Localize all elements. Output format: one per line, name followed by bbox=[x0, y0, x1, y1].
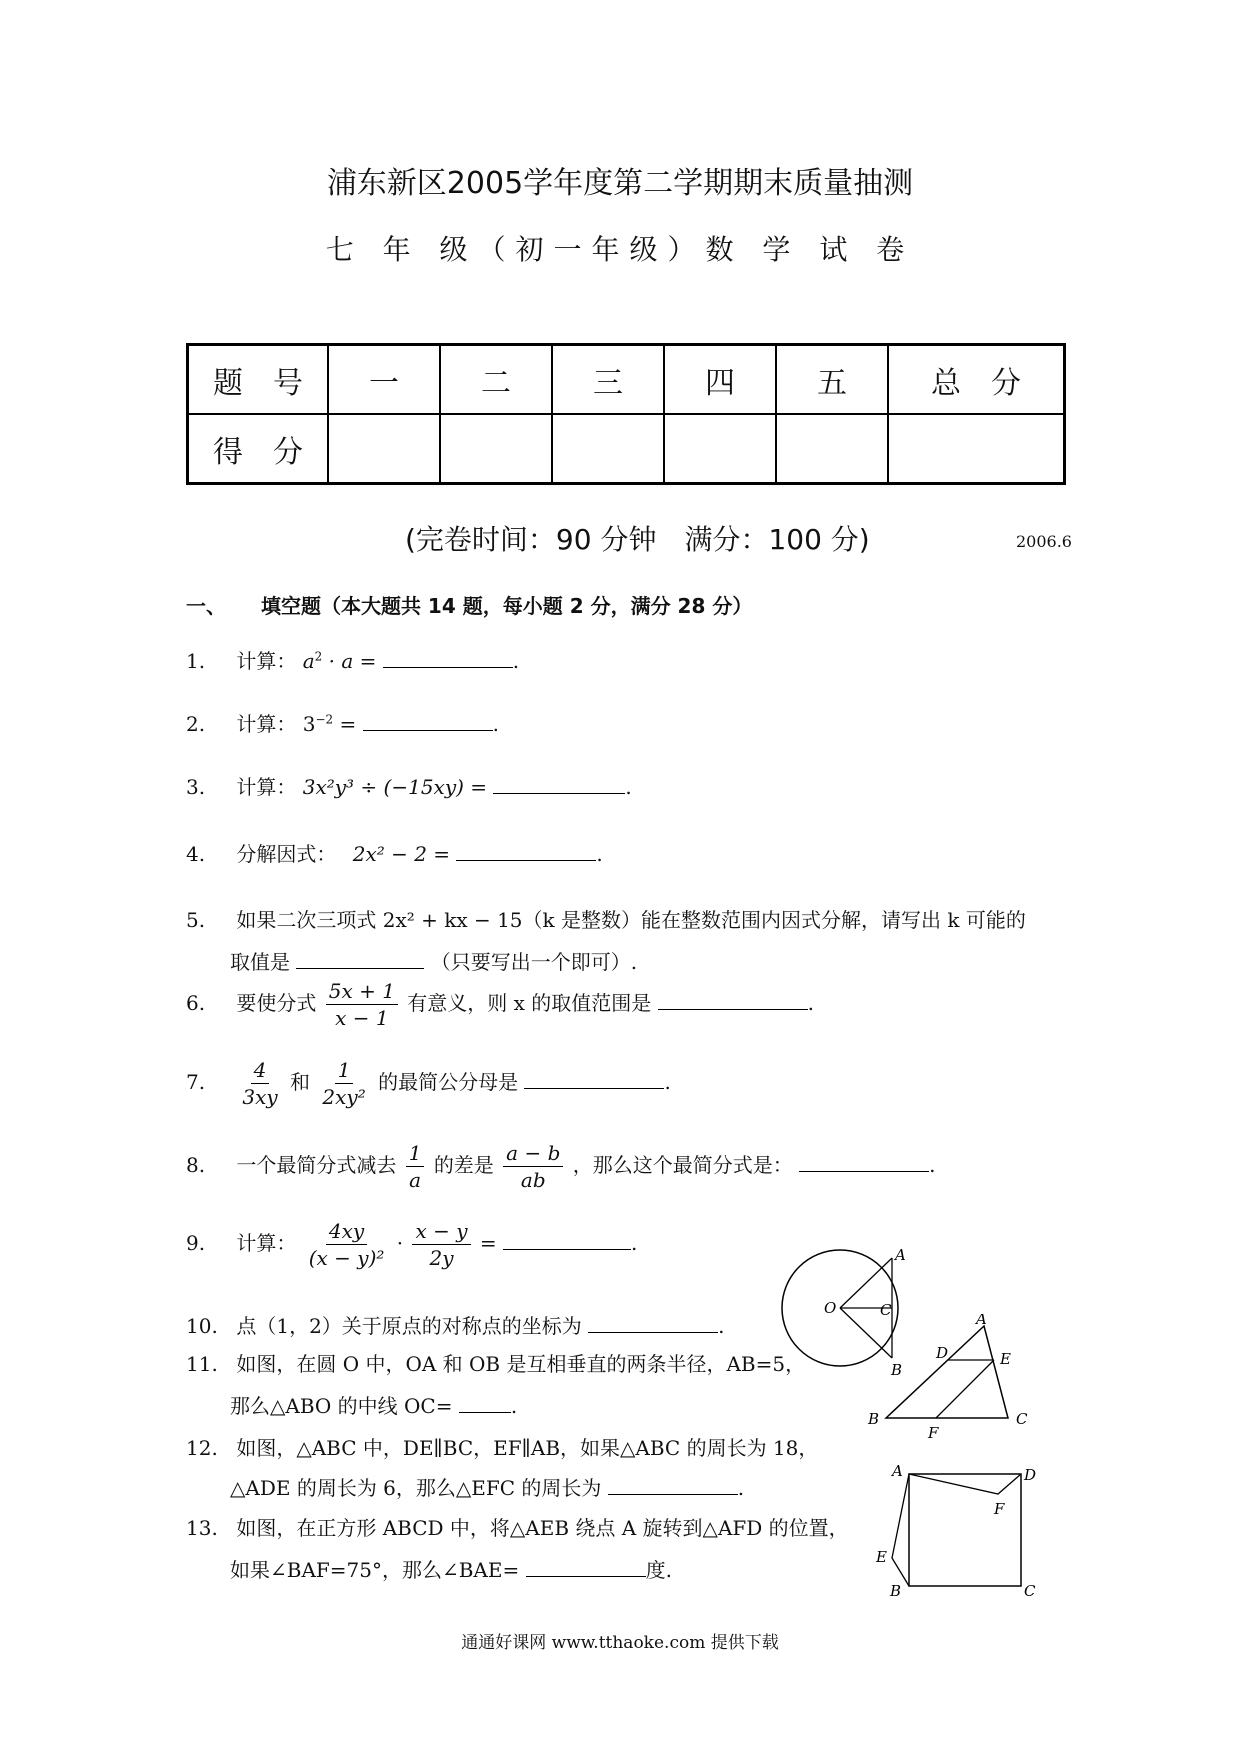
label-b: B bbox=[890, 1582, 902, 1600]
fraction-numerator: a − b bbox=[503, 1140, 563, 1167]
question-text: 一个最简分式减去 bbox=[236, 1153, 397, 1177]
question-text: △ADE 的周长为 6，那么△EFC 的周长为 bbox=[230, 1476, 602, 1500]
question-11-line2 bbox=[230, 1390, 517, 1419]
question-text: 和 bbox=[290, 1070, 311, 1094]
score-table-header-row bbox=[188, 345, 1065, 415]
score-input-cell bbox=[664, 414, 776, 484]
question-11 bbox=[186, 1348, 805, 1377]
question-3 bbox=[186, 771, 632, 800]
math-exponent: 2 bbox=[314, 649, 323, 664]
exam-title: 浦东新区2005学年度第二学期期末质量抽测 bbox=[326, 166, 914, 201]
question-text: 如图，在正方形 ABCD 中，将△AEB 绕点 A 旋转到△AFD 的位置， bbox=[236, 1516, 849, 1540]
math-expr: 2x² − 2 = bbox=[352, 842, 451, 866]
question-text: （只要写出一个即可）. bbox=[430, 950, 638, 974]
question-text: 的最简公分母是 bbox=[378, 1070, 519, 1094]
question-prompt: 计算： bbox=[236, 649, 297, 673]
answer-blank[interactable] bbox=[799, 1149, 929, 1172]
score-input-cell bbox=[440, 414, 552, 484]
question-number: 10. bbox=[186, 1314, 218, 1338]
fraction-numerator: 1 bbox=[406, 1140, 425, 1167]
label-b: B bbox=[868, 1410, 880, 1428]
label-e: E bbox=[1000, 1350, 1011, 1368]
question-text: 如果二次三项式 2x² + kx − 15（k 是整数）能在整数范围内因式分解，请写出 k 可能的 bbox=[236, 908, 1026, 932]
question-end: . bbox=[929, 1153, 936, 1177]
score-input-cell bbox=[328, 414, 440, 484]
fraction bbox=[326, 978, 398, 1031]
answer-blank[interactable] bbox=[296, 946, 424, 969]
label-c: C bbox=[1016, 1410, 1028, 1428]
question-end: . bbox=[596, 842, 603, 866]
label-d: D bbox=[936, 1344, 949, 1362]
score-cell: 四 bbox=[664, 345, 776, 415]
question-prompt: 计算： bbox=[236, 775, 297, 799]
question-end: . bbox=[625, 775, 632, 799]
fraction bbox=[406, 1140, 425, 1193]
score-cell: 总 分 bbox=[888, 345, 1065, 415]
footer-note: 通通好课网 www.tthaoke.com 提供下载 bbox=[461, 1633, 779, 1653]
fraction-denominator: x − 1 bbox=[335, 1006, 389, 1030]
answer-blank[interactable] bbox=[363, 708, 493, 731]
math-expr: a bbox=[302, 649, 315, 673]
question-6 bbox=[186, 978, 814, 1031]
question-10 bbox=[186, 1310, 725, 1339]
math-exponent: −2 bbox=[315, 712, 334, 727]
question-number: 4. bbox=[186, 842, 206, 866]
question-12 bbox=[186, 1432, 818, 1461]
question-end: . bbox=[510, 1394, 518, 1418]
question-text: 点（1，2）关于原点的对称点的坐标为 bbox=[236, 1314, 582, 1338]
fraction bbox=[306, 1218, 388, 1271]
question-12-line2 bbox=[230, 1472, 744, 1501]
answer-blank[interactable] bbox=[493, 771, 625, 794]
question-7 bbox=[186, 1057, 671, 1110]
answer-blank[interactable] bbox=[503, 1227, 631, 1250]
math-operator: = bbox=[479, 1231, 497, 1255]
triangle-afd bbox=[909, 1474, 1021, 1494]
question-text: 如图，△ABC 中，DE∥BC，EF∥AB，如果△ABC 的周长为 18， bbox=[236, 1436, 819, 1460]
score-cell: 二 bbox=[440, 345, 552, 415]
answer-blank[interactable] bbox=[459, 1390, 511, 1413]
answer-blank[interactable] bbox=[526, 1554, 646, 1577]
question-end: . bbox=[664, 1070, 671, 1094]
question-text: 取值是 bbox=[230, 950, 290, 974]
label-o: O bbox=[824, 1299, 837, 1317]
answer-blank[interactable] bbox=[456, 838, 596, 861]
answer-blank[interactable] bbox=[524, 1066, 664, 1089]
question-number: 12. bbox=[186, 1436, 218, 1460]
fraction-denominator: 3xy bbox=[242, 1085, 278, 1109]
question-text: 如果∠BAF=75°，那么∠BAE= bbox=[230, 1558, 520, 1582]
math-expr: · a = bbox=[322, 649, 377, 673]
section-title: 填空题（本大题共 14 题，每小题 2 分，满分 28 分） bbox=[260, 594, 753, 618]
fraction-numerator: x − y bbox=[412, 1218, 470, 1245]
label-c: C bbox=[880, 1301, 892, 1319]
question-end: . bbox=[737, 1476, 745, 1500]
question-number: 7. bbox=[186, 1070, 206, 1094]
question-prompt: 计算： bbox=[236, 1231, 297, 1255]
question-prompt: 分解因式： bbox=[236, 842, 337, 866]
label-a: A bbox=[976, 1314, 987, 1328]
question-end: . bbox=[631, 1231, 638, 1255]
fraction bbox=[319, 1057, 368, 1110]
question-text: 有意义，则 x 的取值范围是 bbox=[407, 991, 652, 1015]
answer-blank[interactable] bbox=[383, 645, 513, 668]
score-input-cell bbox=[552, 414, 664, 484]
fraction-numerator: 1 bbox=[335, 1057, 354, 1084]
question-number: 8. bbox=[186, 1153, 206, 1177]
question-end: . bbox=[718, 1314, 725, 1338]
question-9 bbox=[186, 1218, 637, 1271]
question-number: 11. bbox=[186, 1352, 218, 1376]
score-cell: 五 bbox=[776, 345, 888, 415]
fraction bbox=[412, 1218, 470, 1271]
answer-blank[interactable] bbox=[588, 1310, 718, 1333]
question-13-line2 bbox=[230, 1554, 672, 1583]
question-5 bbox=[186, 904, 1026, 933]
square-figure bbox=[864, 1460, 1039, 1600]
question-text: 如图，在圆 O 中，OA 和 OB 是互相垂直的两条半径，AB=5， bbox=[236, 1352, 806, 1376]
score-cell: 一 bbox=[328, 345, 440, 415]
fraction-denominator: 2y bbox=[429, 1246, 454, 1270]
question-number: 13. bbox=[186, 1516, 218, 1540]
question-end: 度. bbox=[645, 1558, 672, 1582]
triangle-figure bbox=[862, 1314, 1037, 1446]
fraction-denominator: (x − y)² bbox=[308, 1246, 385, 1270]
label-b: B bbox=[891, 1361, 903, 1378]
triangle-abc bbox=[886, 1326, 1008, 1418]
question-end: . bbox=[512, 649, 520, 673]
question-text: 的差是 bbox=[433, 1153, 494, 1177]
question-13 bbox=[186, 1512, 849, 1541]
question-text: ，那么这个最简分式是： bbox=[572, 1153, 793, 1177]
question-number: 9. bbox=[186, 1231, 206, 1255]
question-text: 那么△ABO 的中线 OC= bbox=[230, 1394, 453, 1418]
segment-ef bbox=[936, 1360, 994, 1418]
score-cell: 题 号 bbox=[188, 345, 329, 415]
fraction-numerator: 4 bbox=[251, 1057, 270, 1084]
fraction-numerator: 4xy bbox=[326, 1218, 367, 1245]
question-number: 5. bbox=[186, 908, 206, 932]
question-1 bbox=[186, 645, 519, 674]
question-end: . bbox=[807, 991, 814, 1015]
score-table bbox=[186, 343, 1066, 485]
question-4 bbox=[186, 838, 603, 867]
math-operator: · bbox=[396, 1231, 404, 1255]
triangle-aeb bbox=[892, 1474, 909, 1586]
question-prompt: 要使分式 bbox=[236, 991, 317, 1015]
label-f: F bbox=[928, 1424, 939, 1442]
question-number: 6. bbox=[186, 991, 206, 1015]
fraction-numerator: 5x + 1 bbox=[326, 978, 398, 1005]
fraction-denominator: ab bbox=[520, 1168, 546, 1192]
fraction-denominator: a bbox=[409, 1168, 422, 1192]
score-table-score-row bbox=[188, 414, 1065, 484]
label-f: F bbox=[994, 1500, 1005, 1518]
label-a: A bbox=[895, 1248, 906, 1264]
question-2 bbox=[186, 708, 499, 737]
question-prompt: 计算： bbox=[236, 712, 297, 736]
score-input-cell bbox=[776, 414, 888, 484]
question-8 bbox=[186, 1140, 935, 1193]
math-expr: 3x²y³ ÷ (−15xy) = bbox=[302, 775, 488, 799]
question-number: 2. bbox=[186, 712, 206, 736]
label-c: C bbox=[1024, 1582, 1036, 1600]
fraction-denominator: 2xy² bbox=[322, 1085, 366, 1109]
answer-blank[interactable] bbox=[608, 1472, 738, 1495]
math-expr: = bbox=[333, 712, 357, 736]
exam-subtitle: 七 年 级（初一年级）数 学 试 卷 bbox=[325, 233, 915, 266]
question-number: 3. bbox=[186, 775, 206, 799]
square-abcd bbox=[909, 1474, 1021, 1586]
answer-blank[interactable] bbox=[658, 987, 808, 1010]
label-e: E bbox=[876, 1548, 887, 1566]
label-a: A bbox=[892, 1462, 903, 1480]
question-number: 1. bbox=[186, 649, 206, 673]
label-d: D bbox=[1024, 1466, 1037, 1484]
exam-date: 2006.6 bbox=[1016, 532, 1072, 551]
score-cell: 三 bbox=[552, 345, 664, 415]
fraction bbox=[239, 1057, 280, 1110]
math-expr: 3 bbox=[302, 712, 316, 736]
section-number: 一、 bbox=[186, 594, 226, 618]
score-input-cell bbox=[888, 414, 1065, 484]
section-heading bbox=[186, 590, 752, 619]
exam-info: (完卷时间：90 分钟 满分：100 分) bbox=[405, 523, 870, 556]
question-5-line2 bbox=[230, 946, 637, 975]
score-cell: 得 分 bbox=[188, 414, 329, 484]
fraction bbox=[503, 1140, 563, 1193]
question-end: . bbox=[492, 712, 499, 736]
